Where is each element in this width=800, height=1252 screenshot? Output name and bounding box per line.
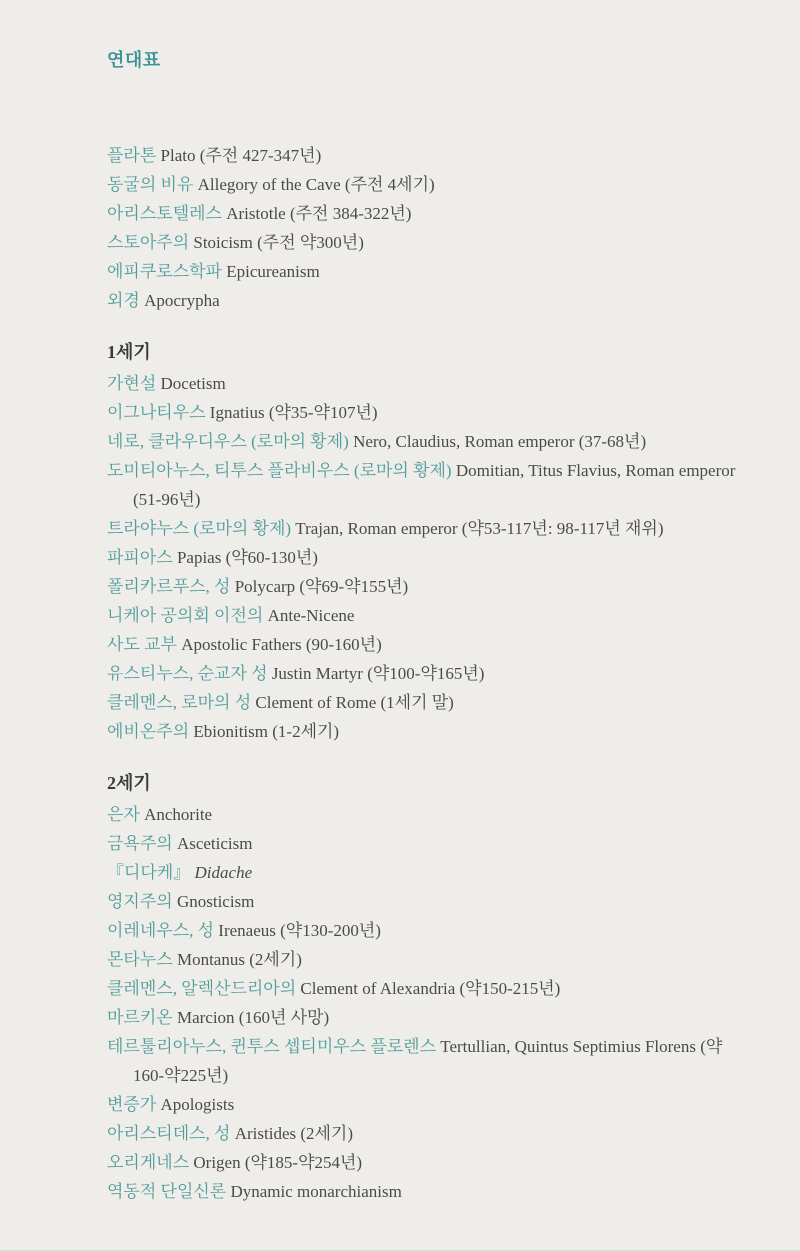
timeline-item [107,398,740,427]
item-korean-term: 몬타누스 [107,950,173,969]
item-korean-term: 트라야누스 (로마의 황제) [107,519,292,538]
item-english-term: Trajan, Roman emperor (약53-117년: 98-117년 재위) [295,519,664,538]
timeline-item [107,630,740,659]
item-english-term: Clement of Alexandria (약150-215년) [300,979,561,998]
timeline-item [107,974,740,1003]
item-korean-term: 에피쿠로스학파 [107,262,222,281]
item-korean-term: 네로, 클라우디우스 (로마의 황제) [107,432,349,451]
item-english-term: Origen (약185-약254년) [193,1153,363,1172]
item-korean-term: 도미티아누스, 티투스 플라비우스 (로마의 황제) [107,461,452,480]
timeline-item [107,257,740,286]
item-korean-term: 아리스티데스, 성 [107,1124,231,1143]
item-korean-term: 역동적 단일신론 [107,1182,227,1201]
item-english-term: Anchorite [144,805,213,824]
item-english-term: Ante-Nicene [267,606,355,625]
item-korean-term: 영지주의 [107,892,173,911]
item-english-term: Tertullian, Quintus Septimius Florens (약160-약225년) [133,1037,723,1085]
item-english-term: Justin Martyr (약100-약165년) [271,664,485,683]
item-korean-term: 마르키온 [107,1008,173,1027]
timeline-item [107,1148,740,1177]
timeline-item [107,427,740,456]
timeline-item [107,717,740,746]
item-english-term: Papias (약60-130년) [176,548,318,567]
timeline-item [107,1003,740,1032]
item-korean-term: 변증가 [107,1095,157,1114]
timeline-item [107,659,740,688]
timeline-item [107,1090,740,1119]
timeline-item [107,887,740,916]
item-korean-term: 유스티누스, 순교자 성 [107,664,268,683]
timeline-item [107,369,740,398]
timeline-item [107,1177,740,1206]
item-korean-term: 오리게네스 [107,1153,190,1172]
timeline-item [107,1032,740,1090]
item-korean-term: 테르툴리아누스, 퀸투스 셉티미우스 플로렌스 [107,1037,437,1056]
item-korean-term: 금욕주의 [107,834,173,853]
item-korean-term: 클레멘스, 알렉산드리아의 [107,979,297,998]
item-korean-term: 클레멘스, 로마의 성 [107,693,252,712]
timeline-item [107,228,740,257]
section-heading: 2세기 [107,773,151,793]
item-korean-term: 가현설 [107,374,157,393]
item-korean-term: 이레네우스, 성 [107,921,215,940]
timeline-item [107,286,740,315]
section-heading: 1세기 [107,342,151,362]
timeline-item [107,514,740,543]
item-korean-term: 동굴의 비유 [107,175,194,194]
item-english-term: Didache [194,863,253,882]
item-korean-term: 사도 교부 [107,635,177,654]
item-english-term: Apologists [160,1095,235,1114]
item-english-term: Docetism [160,374,226,393]
item-korean-term: 스토아주의 [107,233,190,252]
item-english-term: Asceticism [176,834,253,853]
item-english-term: Clement of Rome (1세기 말) [255,693,454,712]
item-english-term: Montanus (2세기) [176,950,302,969]
item-english-term: Epicureanism [226,262,320,281]
timeline-item [107,1119,740,1148]
item-english-term: Stoicism (주전 약300년) [193,233,364,252]
item-english-term: Gnosticism [176,892,255,911]
timeline-item [107,601,740,630]
timeline-item [107,199,740,228]
timeline-item [107,572,740,601]
item-english-term: Ebionitism (1-2세기) [193,722,340,741]
timeline-item [107,800,740,829]
item-english-term: Domitian, Titus Flavius, Roman emperor (51-96년) [133,461,736,509]
item-korean-term: 이그나티우스 [107,403,206,422]
item-korean-term: 『디다케』 [107,863,191,882]
timeline-item [107,141,740,170]
timeline-item [107,858,740,887]
item-korean-term: 파피아스 [107,548,173,567]
page-title: 연대표 [107,50,161,70]
timeline-item [107,945,740,974]
timeline-item [107,688,740,717]
item-english-term: Irenaeus (약130-200년) [218,921,381,940]
timeline-item [107,916,740,945]
item-english-term: Ignatius (약35-약107년) [209,403,378,422]
item-korean-term: 폴리카르푸스, 성 [107,577,231,596]
item-english-term: Plato (주전 427-347년) [160,146,322,165]
item-korean-term: 에비온주의 [107,722,190,741]
item-korean-term: 플라톤 [107,146,157,165]
timeline-item [107,543,740,572]
item-korean-term: 니케아 공의회 이전의 [107,606,264,625]
item-english-term: Allegory of the Cave (주전 4세기) [197,175,435,194]
item-english-term: Nero, Claudius, Roman emperor (37-68년) [353,432,647,451]
item-english-term: Aristotle (주전 384-322년) [226,204,412,223]
timeline-item [107,170,740,199]
item-english-term: Dynamic monarchianism [230,1182,402,1201]
item-english-term: Apostolic Fathers (90-160년) [181,635,382,654]
item-english-term: Marcion (160년 사망) [176,1008,330,1027]
timeline-item [107,456,740,514]
item-english-term: Polycarp (약69-약155년) [234,577,409,596]
item-english-term: Apocrypha [144,291,220,310]
item-english-term: Aristides (2세기) [234,1124,354,1143]
item-korean-term: 은자 [107,805,140,824]
item-korean-term: 외경 [107,291,140,310]
timeline-content [107,141,740,1206]
timeline-item [107,829,740,858]
item-korean-term: 아리스토텔레스 [107,204,222,223]
